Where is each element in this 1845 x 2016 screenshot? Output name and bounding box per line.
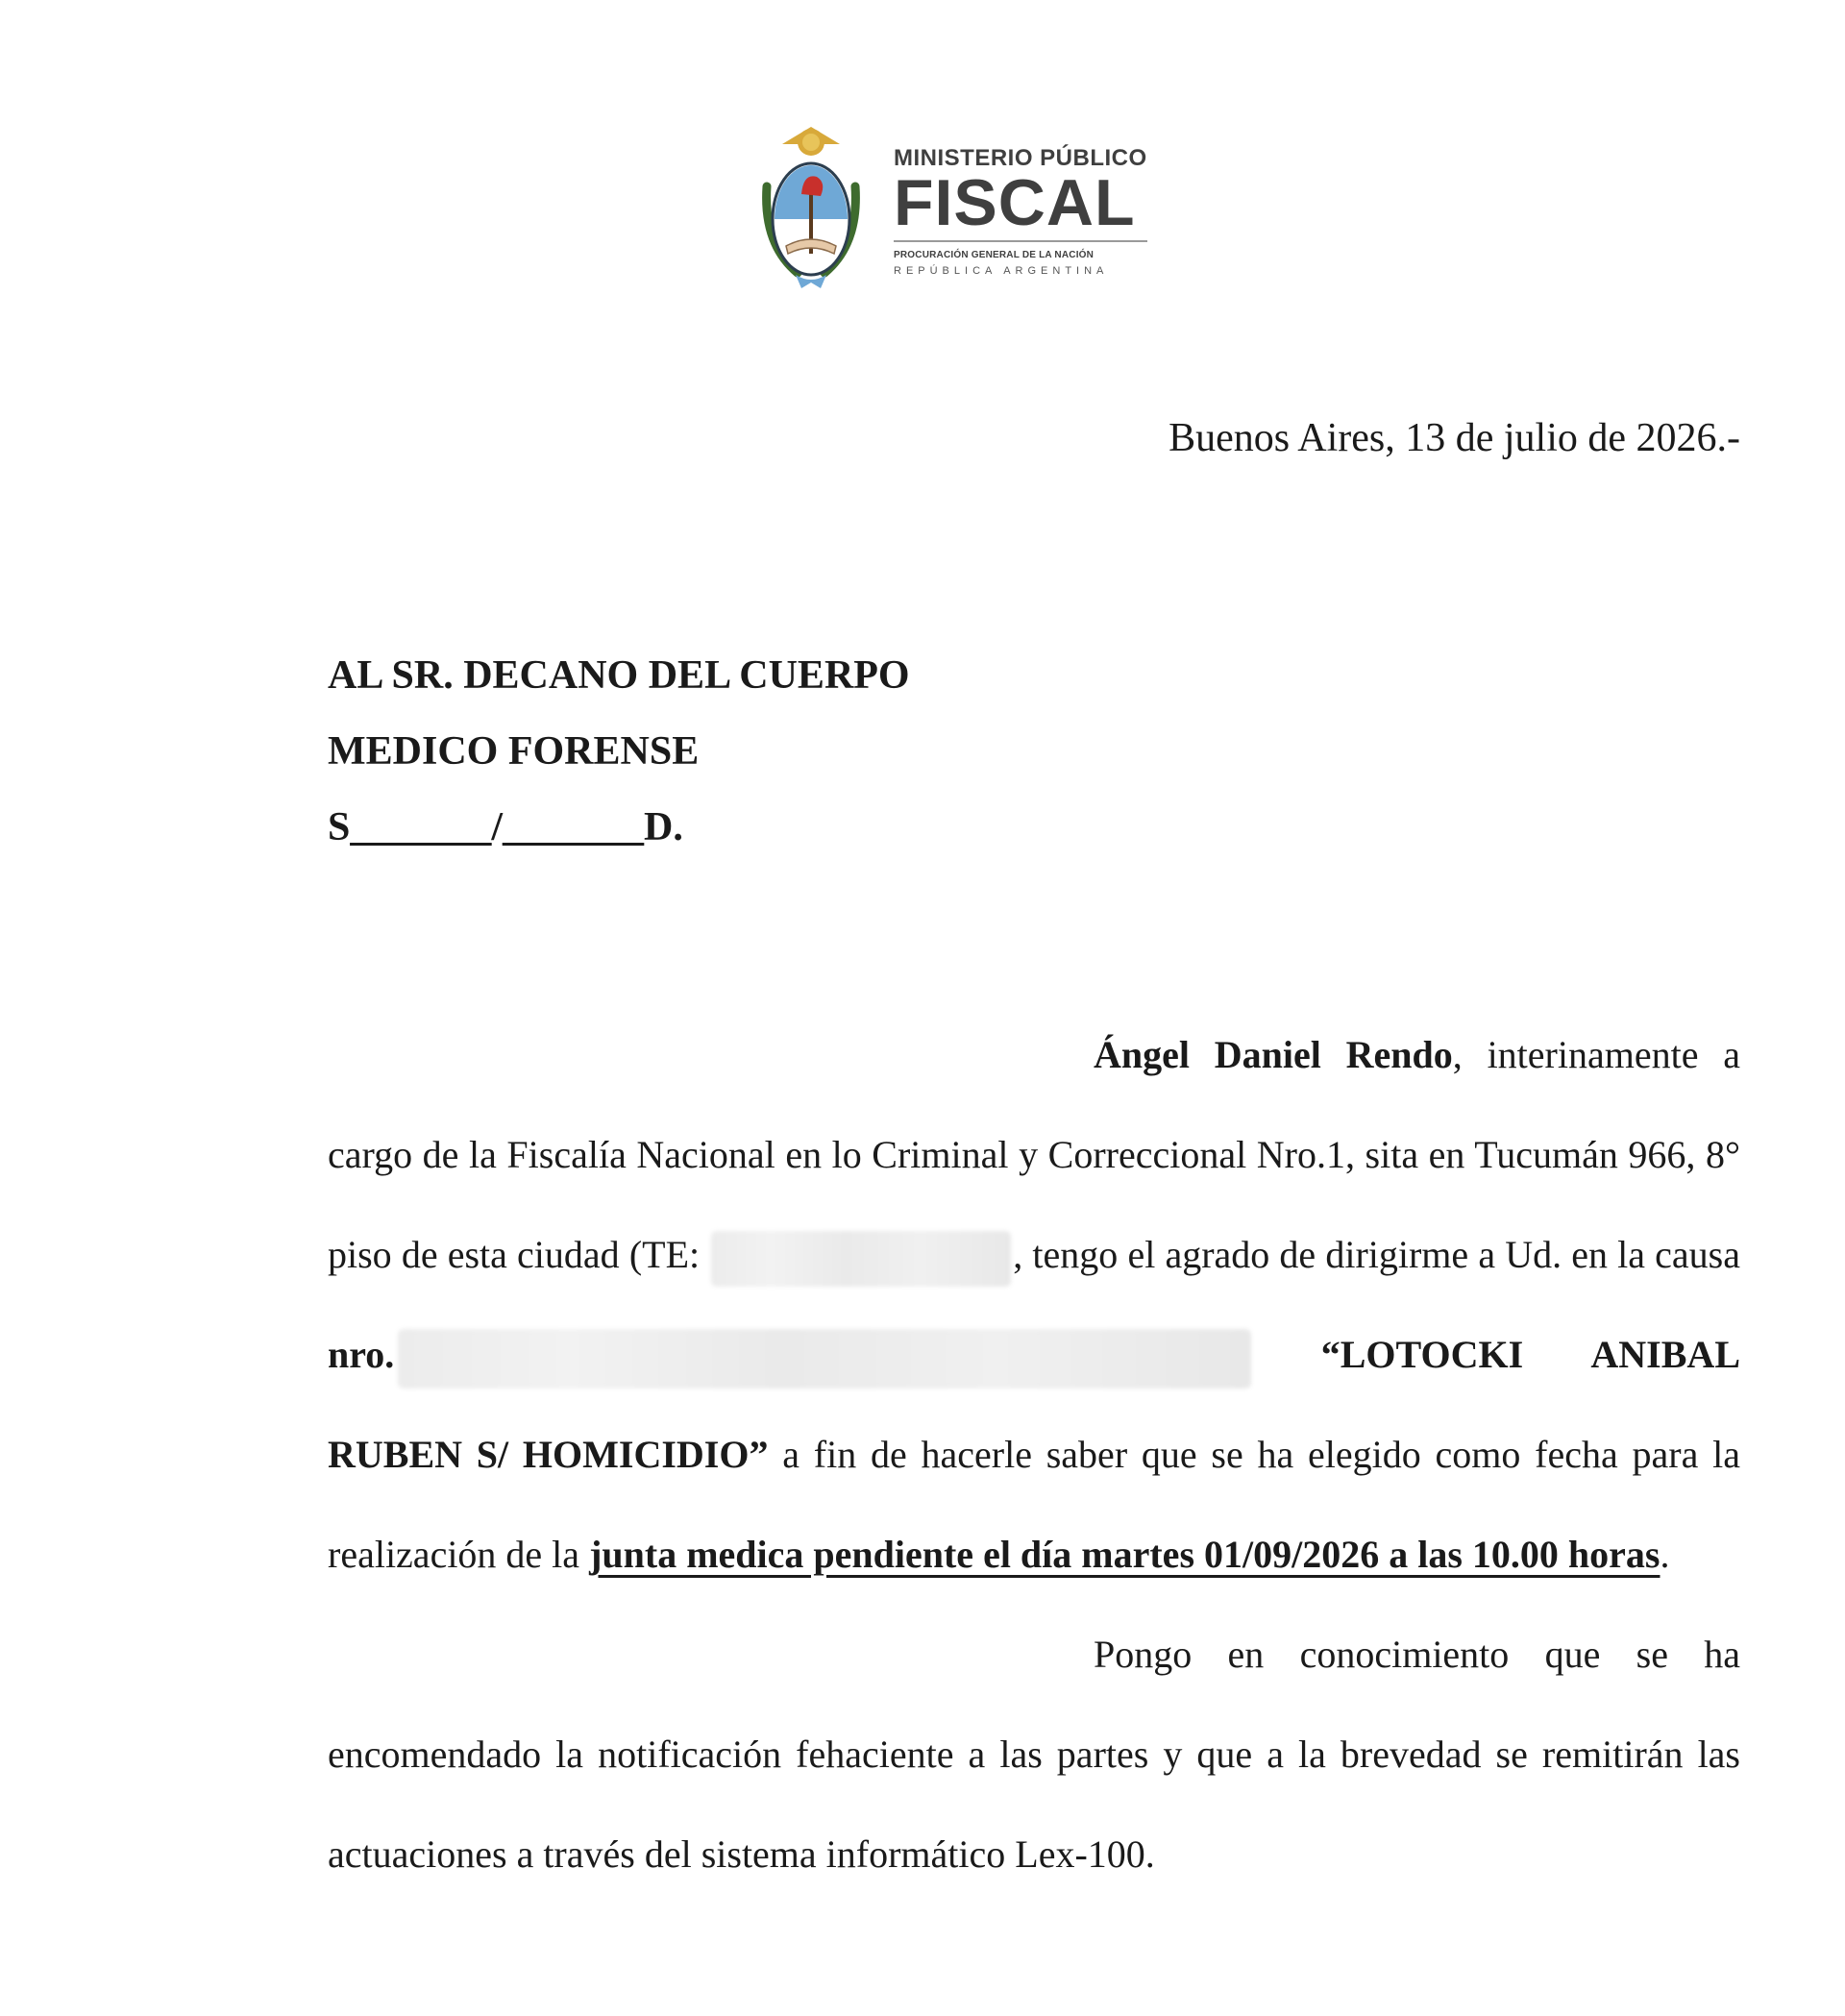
logo-divider	[894, 240, 1147, 242]
redacted-phone-number	[711, 1231, 1011, 1287]
appointment-details: junta medica pendiente el día martes 01/09/2026 a las 10.00 horas	[589, 1533, 1660, 1576]
logo-fiscal-text: FISCAL	[894, 166, 1136, 239]
body-segment-end: .	[1660, 1533, 1670, 1576]
ministerio-publico-fiscal-logo	[753, 119, 1157, 294]
logo-ministerio-text: MINISTERIO PÚBLICO	[894, 145, 1147, 171]
redacted-case-number	[398, 1329, 1251, 1389]
body-segment-2: , tengo el agrado de dirigirme a Ud. en la causa	[1013, 1233, 1740, 1276]
case-title: “LOTOCKI ANIBAL RUBEN S/ HOMICIDIO”	[328, 1333, 1740, 1476]
recipient-line-2: MEDICO FORENSE	[328, 729, 700, 774]
logo-procuracion-text: PROCURACIÓN GENERAL DE LA NACIÓN	[894, 250, 1095, 260]
body-paragraph-1	[328, 1005, 1740, 1605]
letter-date: Buenos Aires, 13 de julio de 2026.-	[1168, 416, 1740, 460]
letter-body	[328, 1005, 1740, 1905]
body-segment-1: , interinamente a cargo de la Fiscalía Nacional en lo Criminal y Correccional Nro.1, sita en Tucumán 966, 8° piso de esta ciudad (TE:	[328, 1033, 1740, 1276]
recipient-line-1: AL SR. DECANO DEL CUERPO	[328, 653, 910, 698]
recipient-line-3: S_______/_______D.	[328, 805, 683, 849]
argentina-coat-of-arms-icon	[753, 119, 869, 294]
case-number-label: nro.	[328, 1333, 395, 1376]
prosecutor-name: Ángel Daniel Rendo	[1094, 1033, 1453, 1076]
logo-republica-text: REPÚBLICA ARGENTINA	[894, 265, 1109, 277]
body-paragraph-2-text: Pongo en conocimiento que se ha encomendado la notificación fehaciente a las partes y que a la brevedad se remitirán las actuaciones a través del sistema informático Lex-100.	[328, 1633, 1740, 1876]
body-segment-3: a fin de hacerle saber que se ha elegido como fecha para la realización de la	[328, 1433, 1740, 1576]
body-paragraph-2	[328, 1605, 1740, 1905]
recipient-block	[328, 638, 910, 866]
